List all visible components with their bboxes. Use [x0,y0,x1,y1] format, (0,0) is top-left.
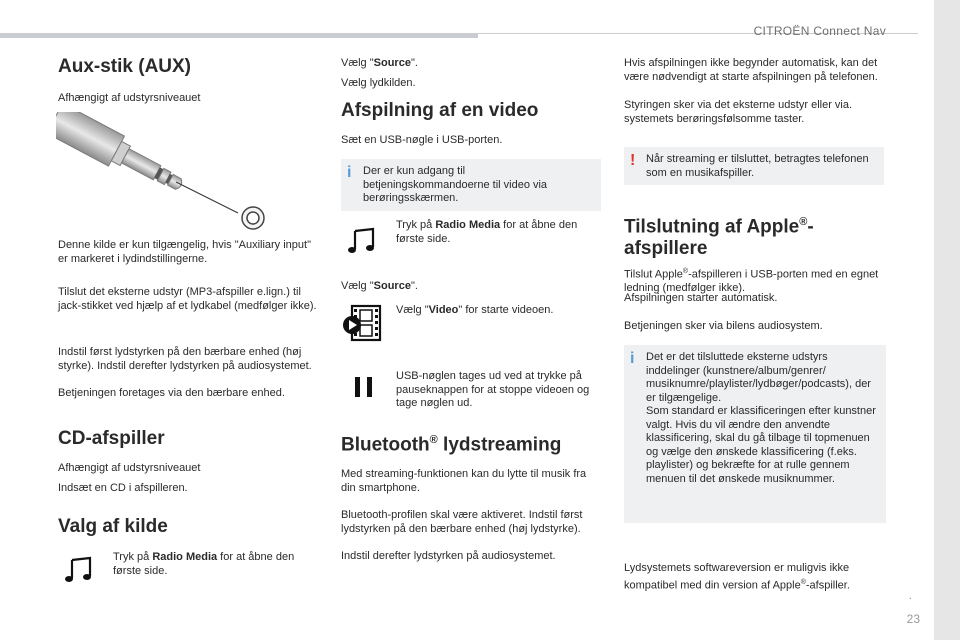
bluetooth-profile: Bluetooth-profilen skal være aktiveret. Indstil først lydstyrken på den bærbare enhed (høj lydstyrke). [341,509,583,535]
aux-control: Betjeningen foretages via den bærbare enhed. [58,387,285,399]
video-step-radio-media: Tryk på Radio Media for at åbne den første side. [396,219,578,245]
pause-icon [351,374,377,400]
video-step-remove-usb: USB-nøglen tages ud ved at trykke på pauseknappen for at stoppe videoen og tage nøglen ud. [396,370,590,409]
select-source: Vælg "Source". [341,57,418,69]
apple-connect: Tilslut Apple®-afspilleren i USB-porten med en egnet ledning (medfølger ikke). [624,268,879,295]
page-number: 23 [906,612,920,626]
apple-title: Tilslutning af Apple®- afspillere [624,216,814,260]
bluetooth-intro: Med streaming-funktionen kan du lytte til musik fra din smartphone. [341,468,587,494]
video-step-source: Vælg "Source". [341,280,418,292]
streaming-warning-text: Når streaming er tilsluttet, betragtes telefonen som en musikafspiller. [646,153,869,179]
jack-plug-illustration [56,112,268,230]
cd-title: CD-afspiller [58,428,165,449]
video-info-note [341,159,601,211]
header-rule [0,33,478,38]
warning-icon: ! [630,152,636,169]
source-instruction: Tryk på Radio Media for at åbne den første side. [113,551,295,577]
bluetooth-title: Bluetooth® lydstreaming [341,434,562,456]
bluetooth-volume: Indstil derefter lydstyrken på audiosystemet. [341,550,556,562]
info-icon: i [630,350,635,367]
aux-connect: Tilslut det eksterne udstyr (MP3-afspiller e.lign.) til jack-stikket ved hjælp af et lydkabel (medfølger ikke). [58,286,317,312]
header-title: CITROËN Connect Nav [753,24,886,38]
apple-info-text-a: Det er det tilsluttede eksterne udstyrs inddelinger (kunstnere/album/genrer/ musiknumre/playlister/lydbøger/podcasts), der er tilgængelige. [646,351,871,404]
info-icon: i [347,164,352,181]
music-note-icon [64,556,94,584]
video-info-text: Der er kun adgang til betjeningskommandoerne til video via berøringsskærmen. [363,165,548,204]
aux-title: Aux-stik (AUX) [58,56,192,77]
video-play-icon [341,303,383,343]
apple-control: Betjeningen sker via bilens audiosystem. [624,320,823,332]
page-side-strip [934,0,960,640]
apple-compatibility: Lydsystemets softwareversion er muligvis ikke kompatibel med din version af Apple®-afspiller. [624,562,850,592]
playback-start: Hvis afspilningen ikke begynder automatisk, kan det være nødvendigt at starte afspilningen på telefonen. [624,57,878,83]
source-title: Valg af kilde [58,516,168,537]
video-title: Afspilning af en video [341,100,539,121]
apple-info-note [624,345,886,523]
video-step-video: Vælg "Video" for starte videoen. [396,304,554,316]
page-dot: . [908,588,912,602]
aux-volume: Indstil først lydstyrken på den bærbare enhed (høj styrke). Indstil derefter lydstyrken på audiosystemet. [58,346,312,372]
music-note-icon [347,227,377,255]
cd-level: Afhængigt af udstyrsniveauet [58,462,201,474]
playback-control: Styringen sker via det eksterne udstyr eller via. systemets berøringsfølsomme taster. [624,99,853,125]
apple-info-text-b: Som standard er klassificeringen efter kunstner valgt. Hvis du vil ændre den anvendte klassificering, skal du gå tilbage til topmenuen og vælge den ønskede klassificering (f.eks. playlister) og bekræfte for at rulle gennem menuen til det ønskede musiknummer. [646,405,876,485]
streaming-warning-note [624,147,884,185]
video-usb: Sæt en USB-nøgle i USB-porten. [341,134,503,146]
aux-availability: Denne kilde er kun tilgængelig, hvis "Auxiliary input" er markeret i lydindstillingerne. [58,239,311,265]
select-audio-source: Vælg lydkilden. [341,77,416,89]
cd-insert: Indsæt en CD i afspilleren. [58,482,188,494]
aux-intro: Afhængigt af udstyrsniveauet [58,92,201,104]
apple-autoplay: Afspilningen starter automatisk. [624,292,778,304]
